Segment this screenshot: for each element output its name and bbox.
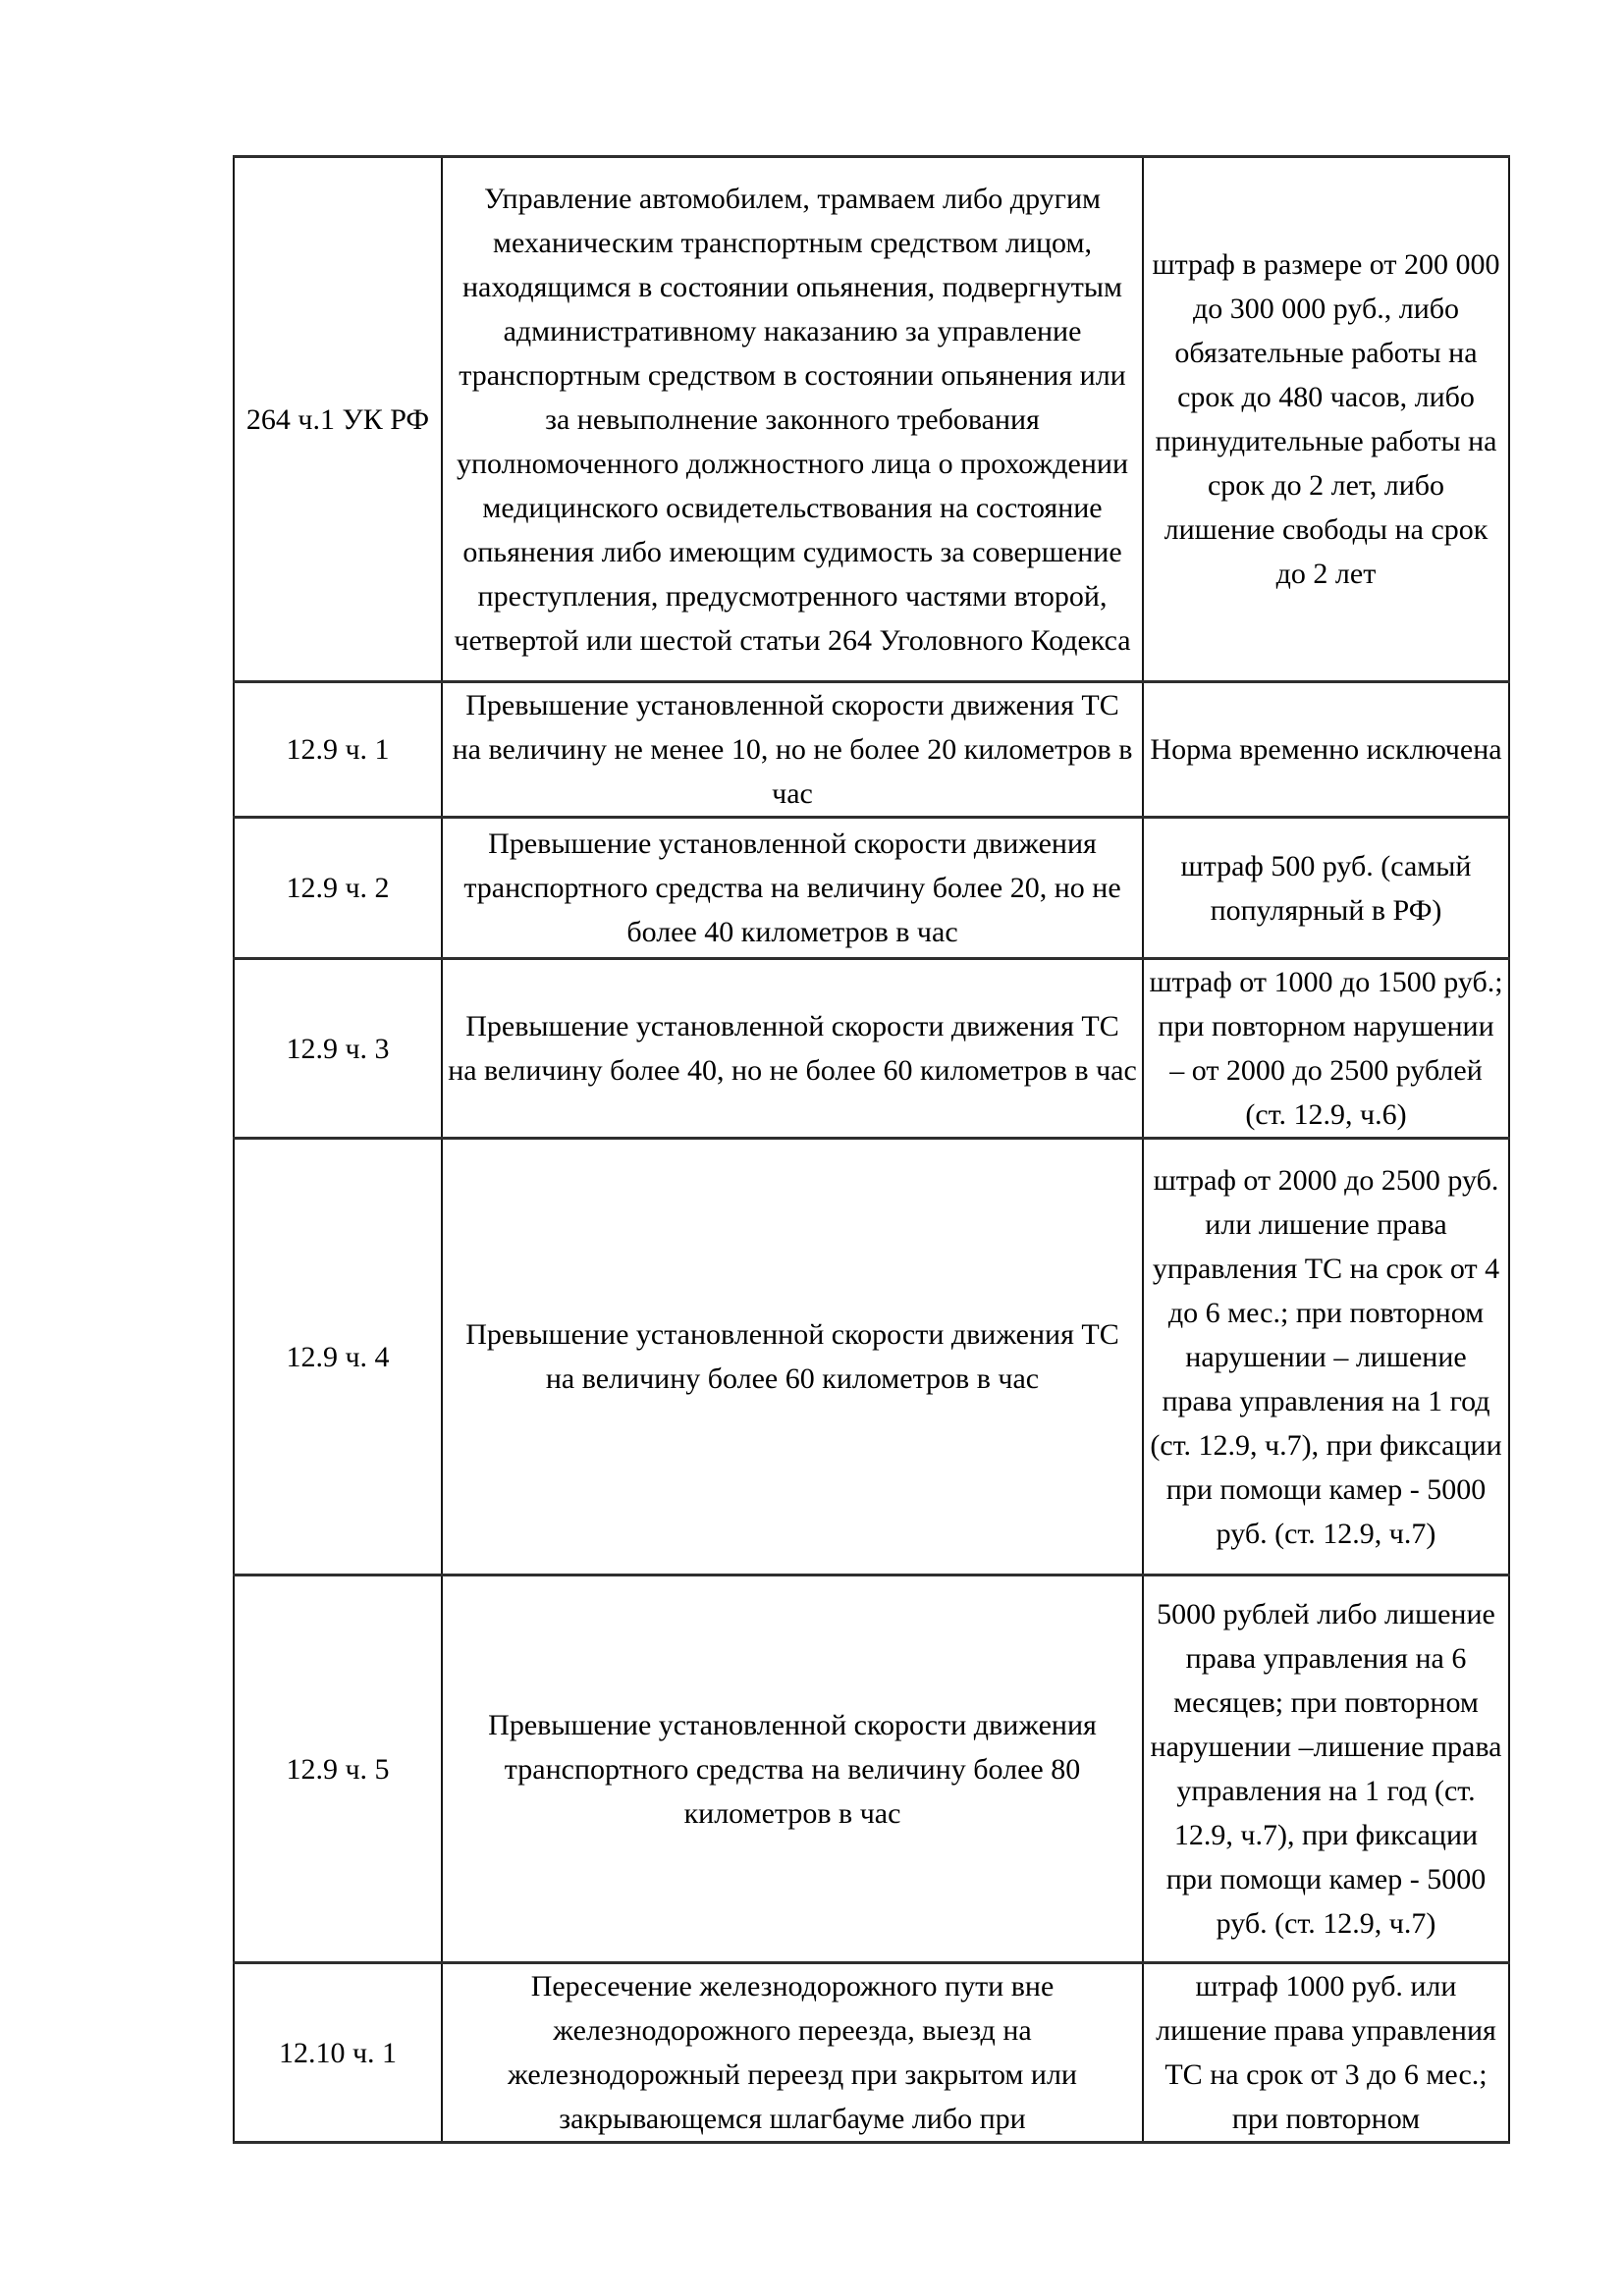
table-row: [234, 1139, 1509, 1575]
violation-cell: Превышение установленной скорости движения транспортного средства на величину более 20, но не более 40 километров в час: [442, 818, 1143, 959]
penalty-cell: Норма временно исключена: [1143, 682, 1509, 818]
article-cell: 12.9 ч. 4: [234, 1139, 442, 1575]
violation-cell: Превышение установленной скорости движения ТС на величину более 40, но не более 60 километров в час: [442, 959, 1143, 1139]
article-cell: 12.9 ч. 2: [234, 818, 442, 959]
table-row: [234, 1963, 1509, 2143]
violation-cell: Превышение установленной скорости движения ТС на величину более 60 километров в час: [442, 1139, 1143, 1575]
penalty-cell: штраф в размере от 200 000 до 300 000 руб., либо обязательные работы на срок до 480 часов, либо принудительные работы на срок до 2 лет, либо лишение свободы на срок до 2 лет: [1143, 157, 1509, 682]
table-row: [234, 157, 1509, 682]
article-cell: 12.9 ч. 5: [234, 1575, 442, 1963]
table-row: [234, 818, 1509, 959]
penalty-cell: штраф 1000 руб. или лишение права управления ТС на срок от 3 до 6 мес.; при повторном: [1143, 1963, 1509, 2143]
article-cell: 12.9 ч. 1: [234, 682, 442, 818]
article-cell: 12.9 ч. 3: [234, 959, 442, 1139]
penalty-cell: штраф от 1000 до 1500 руб.; при повторном нарушении – от 2000 до 2500 рублей (ст. 12.9, ч.6): [1143, 959, 1509, 1139]
table-row: [234, 682, 1509, 818]
violation-cell: Превышение установленной скорости движения транспортного средства на величину более 80 километров в час: [442, 1575, 1143, 1963]
violation-cell: Управление автомобилем, трамваем либо другим механическим транспортным средством лицом, находящимся в состоянии опьянения, подвергнутым административному наказанию за управление транспортным средством в состоянии опьянения или за невыполнение законного требования уполномоченного должностного лица о прохождении медицинского освидетельствования на состояние опьянения либо имеющим судимость за совершение преступления, предусмотренного частями второй, четвертой или шестой статьи 264 Уголовного Кодекса: [442, 157, 1143, 682]
violation-cell: Пересечение железнодорожного пути вне железнодорожного переезда, выезд на железнодорожный переезд при закрытом или закрывающемся шлагбауме либо при: [442, 1963, 1143, 2143]
table-row: [234, 1575, 1509, 1963]
traffic-fines-table: [233, 155, 1510, 2144]
article-cell: 264 ч.1 УК РФ: [234, 157, 442, 682]
article-cell: 12.10 ч. 1: [234, 1963, 442, 2143]
penalty-cell: штраф 500 руб. (самый популярный в РФ): [1143, 818, 1509, 959]
penalty-cell: штраф от 2000 до 2500 руб. или лишение права управления ТС на срок от 4 до 6 мес.; при повторном нарушении – лишение права управления на 1 год (ст. 12.9, ч.7), при фиксации при помощи камер - 5000 руб. (ст. 12.9, ч.7): [1143, 1139, 1509, 1575]
violation-cell: Превышение установленной скорости движения ТС на величину не менее 10, но не более 20 километров в час: [442, 682, 1143, 818]
table-body: [234, 157, 1509, 2143]
table-row: [234, 959, 1509, 1139]
penalty-cell: 5000 рублей либо лишение права управления на 6 месяцев; при повторном нарушении –лишение права управления на 1 год (ст. 12.9, ч.7), при фиксации при помощи камер - 5000 руб. (ст. 12.9, ч.7): [1143, 1575, 1509, 1963]
